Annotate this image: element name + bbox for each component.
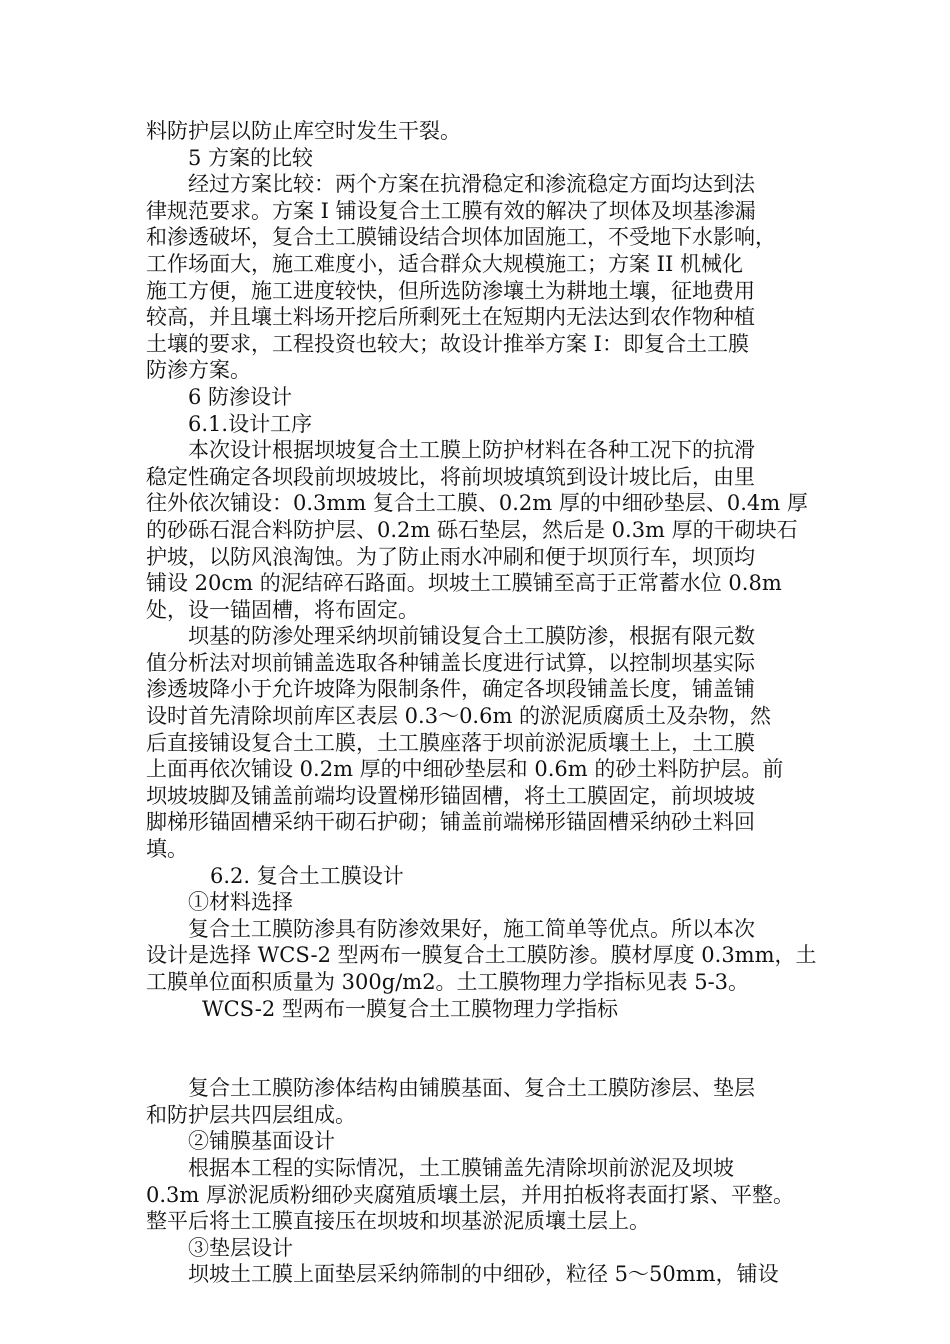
section-heading-6: 6 防渗设计	[188, 384, 293, 409]
text-line: 施工方便，施工进度较快，但所选防渗壤土为耕地土壤，征地费用	[146, 278, 755, 303]
text-line: 往外依次铺设：0.3mm 复合土工膜、0.2m 厚的中细砂垫层、0.4m 厚	[146, 491, 808, 516]
text-line: 值分析法对坝前铺盖选取各种铺盖长度进行试算，以控制坝基实际	[146, 650, 755, 675]
text-line: 坝坡土工膜上面垫层采纳筛制的中细砂，粒径 5～50mm，铺设	[188, 1262, 779, 1287]
text-line: 脚梯形锚固槽采纳干砌石护砌；铺盖前端梯形锚固槽采纳砂土料回	[146, 810, 755, 835]
table-placeholder-gap	[146, 1022, 816, 1075]
text-line: 坝坡坡脚及铺盖前端均设置梯形锚固槽，将土工膜固定，前坝坡坡	[146, 783, 755, 808]
text-line: 后直接铺设复合土工膜，土工膜座落于坝前淤泥质壤土上，土工膜	[146, 730, 755, 755]
text-line: 处，设一锚固槽，将布固定。	[146, 597, 419, 622]
text-line: 工膜单位面积质量为 300g/m2。土工膜物理力学指标见表 5-3。	[146, 970, 750, 994]
subheading-cushion-layer: ③垫层设计	[188, 1235, 293, 1260]
text-line: 较高，并且壤土料场开挖后所剩死土在短期内无法达到农作物种植	[146, 305, 755, 330]
text-line: 工作场面大，施工难度小，适合群众大规模施工；方案 II 机械化	[146, 251, 743, 276]
text-line: 渗透坡降小于允许坡降为限制条件，确定各坝段铺盖长度，铺盖铺	[146, 677, 755, 702]
section-heading-5: 5 方案的比较	[188, 145, 314, 170]
text-line: 本次设计根据坝坡复合土工膜上防护材料在各种工况下的抗滑	[188, 438, 755, 463]
text-line: 防渗方案。	[146, 358, 251, 383]
text-line: 土壤的要求，工程投资也较大；故设计推举方案 I：即复合土工膜	[146, 331, 749, 356]
text-line: 律规范要求。方案 I 铺设复合土工膜有效的解决了坝体及坝基渗漏	[146, 198, 756, 223]
section-heading-6-1: 6.1.设计工序	[188, 411, 313, 436]
text-line: 的砂砾石混合料防护层、0.2m 砾石垫层，然后是 0.3m 厚的干砌块石	[146, 517, 798, 542]
text-line: 设时首先清除坝前库区表层 0.3～0.6m 的淤泥质腐质土及杂物，然	[146, 704, 772, 729]
text-line: 填。	[146, 837, 188, 862]
text-line: 铺设 20cm 的泥结碎石路面。坝坡土工膜铺至高于正常蓄水位 0.8m	[146, 571, 782, 596]
text-line: 和渗透破坏，复合土工膜铺设结合坝体加固施工，不受地下水影响，	[146, 225, 776, 250]
text-line: 稳定性确定各坝段前坝坡坡比，将前坝坡填筑到设计坡比后，由里	[146, 464, 755, 489]
text-line: 复合土工膜防渗具有防渗效果好，施工简单等优点。所以本次	[188, 916, 755, 941]
text-line: 坝基的防渗处理采纳坝前铺设复合土工膜防渗，根据有限元数	[188, 624, 755, 649]
text-line: 和防护层共四层组成。	[146, 1102, 356, 1127]
text-line: 经过方案比较：两个方案在抗滑稳定和渗流稳定方面均达到法	[188, 172, 755, 197]
text-line: 整平后将土工膜直接压在坝坡和坝基淤泥质壤土层上。	[146, 1209, 650, 1234]
table-caption: WCS-2 型两布一膜复合土工膜物理力学指标	[202, 996, 618, 1021]
text-line: 0.3m 厚淤泥质粉细砂夹腐殖质壤土层，并用拍板将表面打紧、平整。	[146, 1182, 794, 1207]
subheading-material-selection: ①材料选择	[188, 890, 293, 915]
text-line: 设计是选择 WCS-2 型两布一膜复合土工膜防渗。膜材厚度 0.3mm，土	[146, 943, 817, 968]
text-line: 料防护层以防止库空时发生干裂。	[146, 119, 461, 143]
document-body	[146, 118, 816, 1288]
text-line: 上面再依次铺设 0.2m 厚的中细砂垫层和 0.6m 的砂土料防护层。前	[146, 757, 784, 782]
subheading-membrane-base: ②铺膜基面设计	[188, 1129, 335, 1154]
section-heading-6-2: 6.2. 复合土工膜设计	[210, 863, 404, 888]
text-line: 护坡，以防风浪淘蚀。为了防止雨水冲刷和便于坝顶行车，坝顶均	[146, 544, 755, 569]
text-line: 复合土工膜防渗体结构由铺膜基面、复合土工膜防渗层、垫层	[188, 1076, 755, 1101]
text-line: 根据本工程的实际情况，土工膜铺盖先清除坝前淤泥及坝坡	[188, 1155, 734, 1180]
